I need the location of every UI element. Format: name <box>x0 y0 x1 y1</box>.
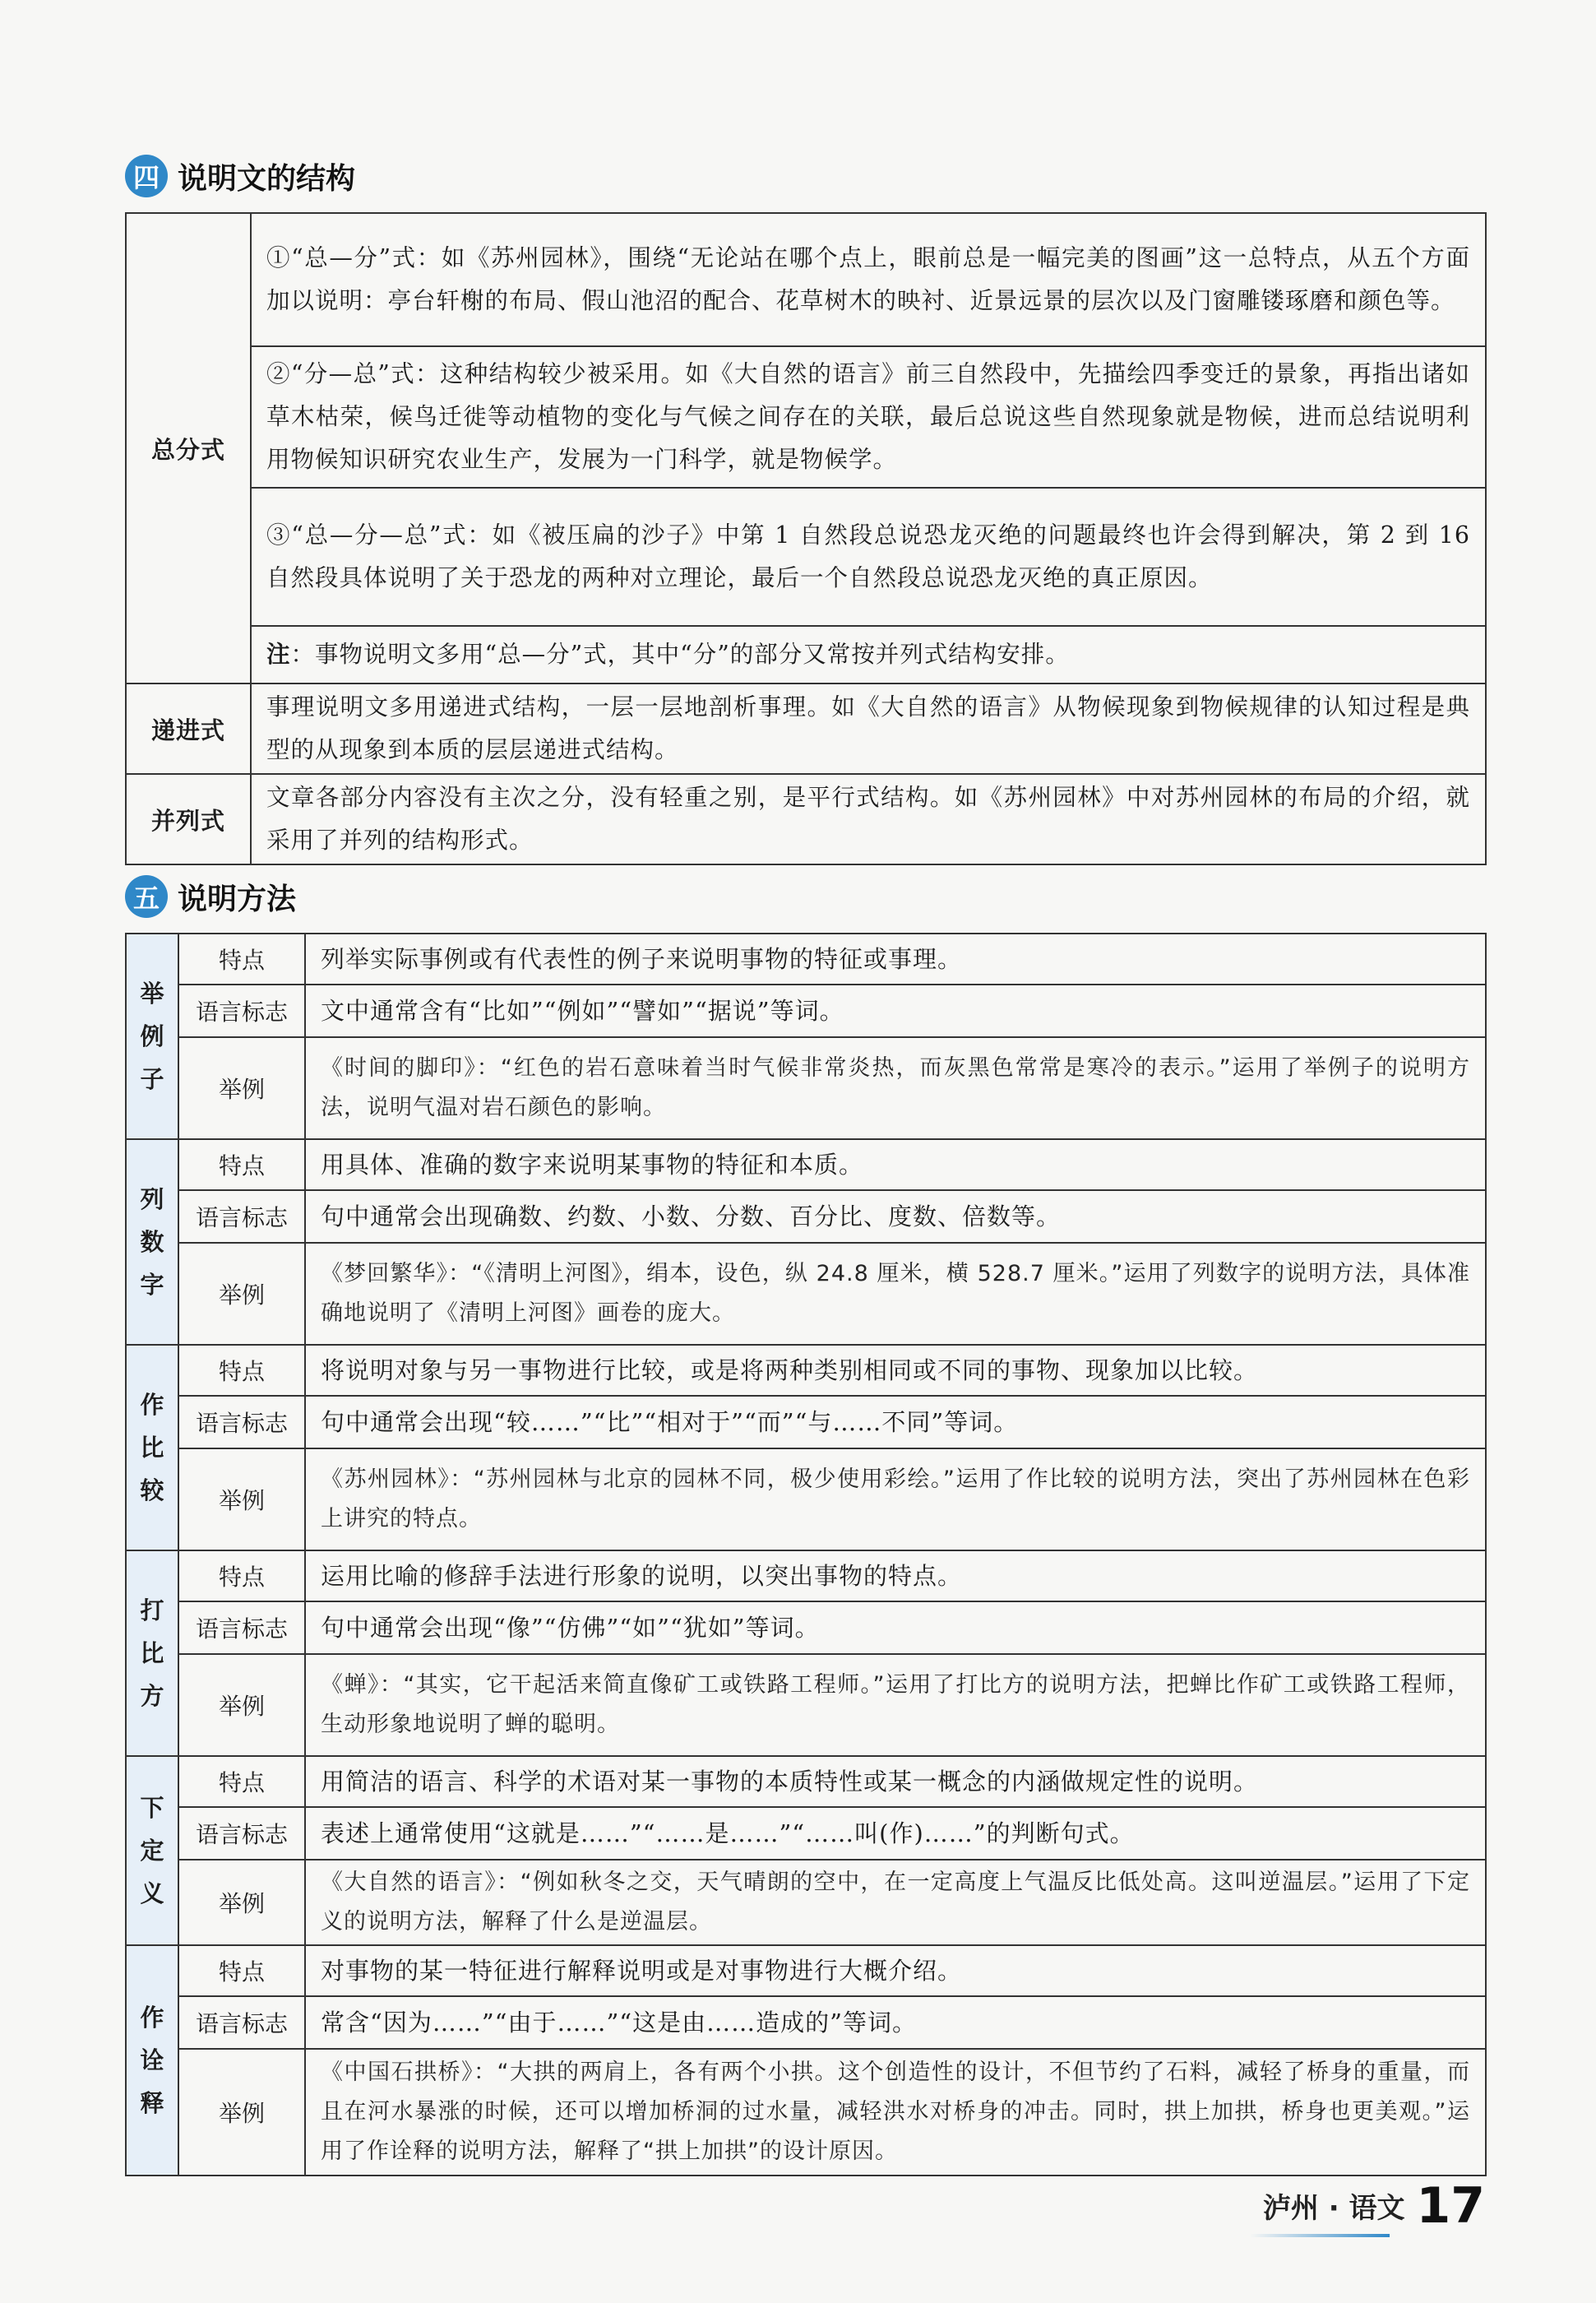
structure-item: 事理说明文多用递进式结构，一层一层地剖析事理。如《大自然的语言》从物候现象到物候规律的认知过程是典型的从现象到本质的层层递进式结构。 <box>251 683 1486 774</box>
method-row <box>126 1139 1486 1190</box>
method-feature: 将说明对象与另一事物进行比较，或是将两种类别相同或不同的事物、现象加以比较。 <box>305 1345 1486 1396</box>
method-name-char: 方 <box>140 1682 164 1710</box>
method-name <box>126 1550 178 1756</box>
note-text: ：事物说明文多用“总—分”式，其中“分”的部分又常按并列式结构安排。 <box>290 641 1070 668</box>
method-example: 《时间的脚印》：“红色的岩石意味着当时气候非常炎热，而灰黑色常常是寒冷的表示。”运用了举例子的说明方法，说明气温对岩石颜色的影响。 <box>305 1037 1486 1139</box>
structure-table <box>125 212 1487 865</box>
method-sub-label: 特点 <box>178 1945 305 1996</box>
method-marker: 表述上通常使用“这就是……”“……是……”“……叫(作)……”的判断句式。 <box>305 1807 1486 1860</box>
method-name-char: 字 <box>140 1271 164 1299</box>
method-sub-label: 举例 <box>178 1243 305 1345</box>
method-sub-label: 举例 <box>178 2049 305 2176</box>
method-name-char: 作 <box>140 2004 164 2032</box>
method-name-char: 打 <box>140 1596 164 1624</box>
section-title: 说明文的结构 <box>178 161 356 196</box>
structure-label: 总分式 <box>126 213 251 683</box>
method-example: 《中国石拱桥》：“大拱的两肩上，各有两个小拱。这个创造性的设计，不但节约了石料，减轻了桥身的重量，而且在河水暴涨的时候，还可以增加桥洞的过水量，减轻洪水对桥身的冲击。同时，拱上加拱，桥身也更美观。”运用了作诠释的说明方法，解释了“拱上加拱”的设计原因。 <box>305 2049 1486 2176</box>
structure-note <box>251 626 1486 683</box>
method-name <box>126 1756 178 1945</box>
section-number-badge: 五 <box>125 875 168 918</box>
method-name-char: 比 <box>140 1639 164 1667</box>
method-row <box>126 1807 1486 1860</box>
method-name-char: 诠 <box>140 2046 164 2074</box>
method-name-char: 定 <box>140 1837 164 1865</box>
method-row <box>126 1448 1486 1550</box>
method-row <box>126 1945 1486 1996</box>
method-sub-label: 语言标志 <box>178 1396 305 1448</box>
page-number: 17 <box>1416 2177 1485 2235</box>
structure-item: ②“分—总”式：这种结构较少被采用。如《大自然的语言》前三自然段中，先描绘四季变迁的景象，再指出诸如草木枯荣，候鸟迁徙等动植物的变化与气候之间存在的关联，最后总说这些自然现象就是物候，进而总结说明利用物候知识研究农业生产，发展为一门科学，就是物候学。 <box>251 346 1486 488</box>
method-sub-label: 特点 <box>178 934 305 985</box>
section-number-badge: 四 <box>125 155 168 197</box>
method-sub-label: 特点 <box>178 1550 305 1601</box>
method-feature: 用具体、准确的数字来说明某事物的特征和本质。 <box>305 1139 1486 1190</box>
method-feature: 对事物的某一特征进行解释说明或是对事物进行大概介绍。 <box>305 1945 1486 1996</box>
page-footer <box>1262 2177 1485 2235</box>
method-sub-label: 语言标志 <box>178 985 305 1037</box>
structure-item: ③“总—分—总”式：如《被压扁的沙子》中第 1 自然段总说恐龙灭绝的问题最终也许会得到解决，第 2 到 16 自然段具体说明了关于恐龙的两种对立理论，最后一个自然段总说恐龙灭绝的真正原因。 <box>251 488 1486 626</box>
method-name-char: 较 <box>140 1476 164 1504</box>
method-sub-label: 举例 <box>178 1037 305 1139</box>
structure-label: 递进式 <box>126 683 251 774</box>
method-row <box>126 985 1486 1037</box>
method-sub-label: 特点 <box>178 1756 305 1807</box>
method-sub-label: 特点 <box>178 1345 305 1396</box>
method-row <box>126 934 1486 985</box>
method-marker: 文中通常含有“比如”“例如”“譬如”“据说”等词。 <box>305 985 1486 1037</box>
methods-table <box>125 933 1487 2176</box>
method-row <box>126 1243 1486 1345</box>
method-row <box>126 1996 1486 2049</box>
method-name-char: 子 <box>140 1065 164 1093</box>
method-marker: 句中通常会出现确数、约数、小数、分数、百分比、度数、倍数等。 <box>305 1190 1486 1243</box>
method-row <box>126 1550 1486 1601</box>
structure-label: 并列式 <box>126 774 251 864</box>
method-sub-label: 语言标志 <box>178 1601 305 1654</box>
method-sub-label: 举例 <box>178 1654 305 1756</box>
method-name <box>126 1345 178 1550</box>
method-row <box>126 2049 1486 2176</box>
method-marker: 句中通常会出现“像”“仿佛”“如”“犹如”等词。 <box>305 1601 1486 1654</box>
structure-item: 文章各部分内容没有主次之分，没有轻重之别，是平行式结构。如《苏州园林》中对苏州园林的布局的介绍，就采用了并列的结构形式。 <box>251 774 1486 864</box>
method-name <box>126 1945 178 2176</box>
footer-accent-line <box>1250 2234 1390 2237</box>
method-name-char: 义 <box>140 1879 164 1907</box>
method-sub-label: 语言标志 <box>178 1807 305 1860</box>
method-row <box>126 1396 1486 1448</box>
method-name-char: 例 <box>140 1022 164 1050</box>
method-example: 《大自然的语言》：“例如秋冬之交，天气晴朗的空中，在一定高度上气温反比低处高。这叫逆温层。”运用了下定义的说明方法，解释了什么是逆温层。 <box>305 1860 1486 1945</box>
method-name <box>126 1139 178 1345</box>
method-sub-label: 举例 <box>178 1860 305 1945</box>
method-row <box>126 1860 1486 1945</box>
method-example: 《蝉》：“其实，它干起活来简直像矿工或铁路工程师。”运用了打比方的说明方法，把蝉比作矿工或铁路工程师，生动形象地说明了蝉的聪明。 <box>305 1654 1486 1756</box>
method-name-char: 列 <box>140 1185 164 1213</box>
method-name-char: 下 <box>140 1794 164 1822</box>
method-example: 《苏州园林》：“苏州园林与北京的园林不同，极少使用彩绘。”运用了作比较的说明方法，突出了苏州园林在色彩上讲究的特点。 <box>305 1448 1486 1550</box>
section-title: 说明方法 <box>178 882 297 916</box>
method-name-char: 作 <box>140 1391 164 1419</box>
method-row <box>126 1345 1486 1396</box>
method-sub-label: 特点 <box>178 1139 305 1190</box>
method-sub-label: 语言标志 <box>178 1996 305 2049</box>
method-sub-label: 举例 <box>178 1448 305 1550</box>
footer-region-subject: 泸州 · 语文 <box>1262 2192 1405 2225</box>
method-row <box>126 1190 1486 1243</box>
method-marker: 句中通常会出现“较……”“比”“相对于”“而”“与……不同”等词。 <box>305 1396 1486 1448</box>
method-name-char: 释 <box>140 2089 164 2117</box>
method-example: 《梦回繁华》：“《清明上河图》，绢本，设色，纵 24.8 厘米，横 528.7 厘米。”运用了列数字的说明方法，具体准确地说明了《清明上河图》画卷的庞大。 <box>305 1243 1486 1345</box>
structure-item: ①“总—分”式：如《苏州园林》，围绕“无论站在哪个点上，眼前总是一幅完美的图画”这一总特点，从五个方面加以说明：亭台轩榭的布局、假山池沼的配合、花草树木的映衬、近景远景的层次以及门窗雕镂琢磨和颜色等。 <box>251 213 1486 346</box>
method-row <box>126 1601 1486 1654</box>
method-row <box>126 1037 1486 1139</box>
method-name-char: 数 <box>140 1228 164 1256</box>
method-sub-label: 语言标志 <box>178 1190 305 1243</box>
method-name-char: 比 <box>140 1434 164 1462</box>
method-name-char: 举 <box>140 980 164 1008</box>
method-row <box>126 1654 1486 1756</box>
section-heading-methods <box>125 875 296 918</box>
note-lead: 注 <box>266 641 291 668</box>
method-feature: 列举实际事例或有代表性的例子来说明事物的特征或事理。 <box>305 934 1486 985</box>
method-feature: 运用比喻的修辞手法进行形象的说明，以突出事物的特点。 <box>305 1550 1486 1601</box>
method-name <box>126 934 178 1139</box>
method-marker: 常含“因为……”“由于……”“这是由……造成的”等词。 <box>305 1996 1486 2049</box>
section-heading-structure <box>125 155 355 197</box>
method-row <box>126 1756 1486 1807</box>
method-feature: 用简洁的语言、科学的术语对某一事物的本质特性或某一概念的内涵做规定性的说明。 <box>305 1756 1486 1807</box>
